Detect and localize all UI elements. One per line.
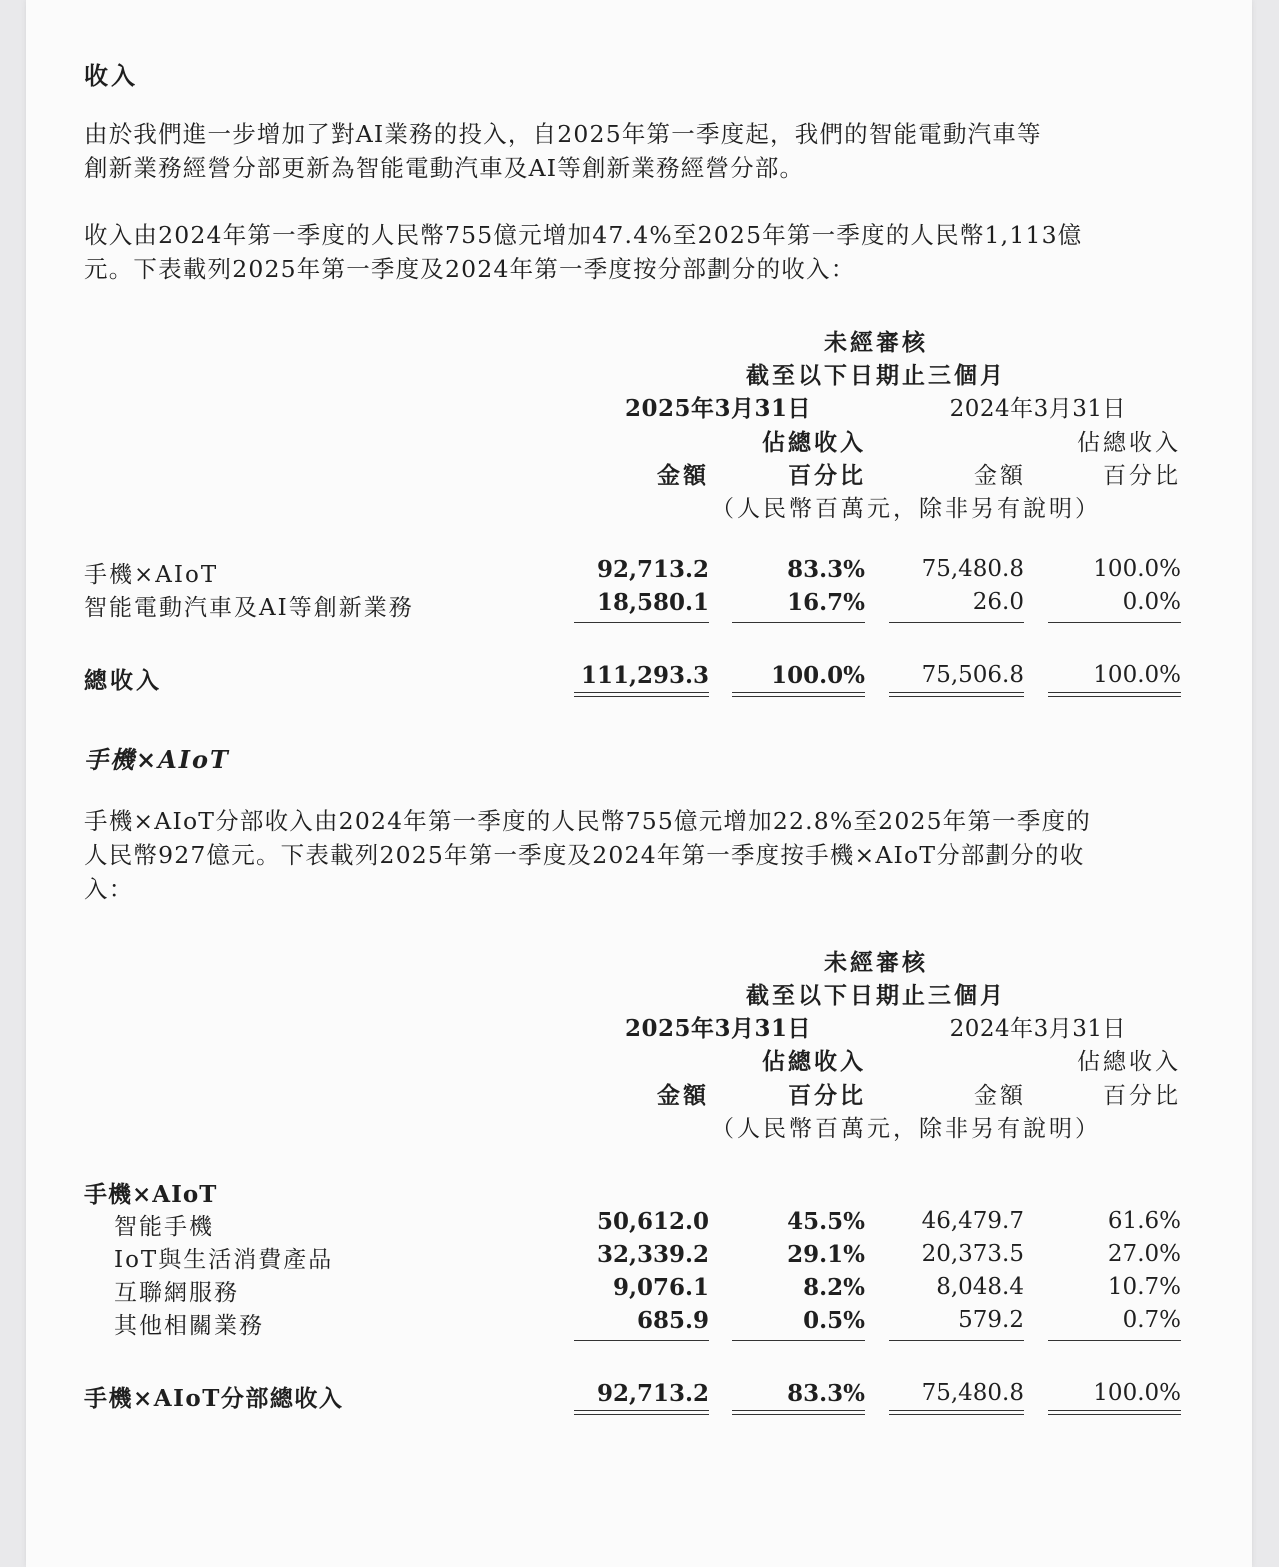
paragraph-1-line-2: 創新業務經營分部更新為智能電動汽車及AI等創新業務經營分部。 (84, 154, 805, 182)
group-label: 手機×AIoT (84, 1181, 218, 1208)
table-header-pct-top-2024: 佔總收入 (1077, 430, 1181, 456)
section-heading-revenue: 收入 (84, 61, 138, 90)
total-double-rule (889, 1410, 1024, 1415)
total-pct-2025: 83.3% (787, 1380, 865, 1407)
cell-pct-2025: 29.1% (787, 1241, 865, 1268)
total-double-rule (889, 692, 1024, 697)
subtotal-rule (1048, 1340, 1181, 1341)
table-header-period: 截至以下日期止三個月 (746, 362, 1006, 389)
table-header-amount-2025: 金額 (657, 462, 709, 489)
paragraph-3-line-2: 人民幣927億元。下表載列2025年第一季度及2024年第一季度按手機×AIoT分部劃分的收 (84, 841, 1085, 869)
table-header-pct-2025: 百分比 (788, 1082, 866, 1109)
table-header-period: 截至以下日期止三個月 (746, 982, 1006, 1009)
total-label: 手機×AIoT分部總收入 (84, 1385, 344, 1412)
cell-amount-2025: 9,076.1 (612, 1274, 709, 1301)
cell-pct-2024: 27.0% (1107, 1241, 1181, 1267)
total-double-rule (1048, 1410, 1181, 1415)
cell-pct-2025: 8.2% (803, 1274, 865, 1301)
table-header-date-2025: 2025年3月31日 (624, 395, 811, 422)
subtotal-rule (574, 622, 709, 623)
table-header-amount-2024: 金額 (974, 1083, 1026, 1109)
total-double-rule (574, 1410, 709, 1415)
paragraph-3-line-1: 手機×AIoT分部收入由2024年第一季度的人民幣755億元增加22.8%至2025年第一季度的 (84, 807, 1091, 835)
paragraph-2-line-1: 收入由2024年第一季度的人民幣755億元增加47.4%至2025年第一季度的人民幣1,113億 (84, 221, 1083, 249)
total-double-rule (1048, 692, 1181, 697)
table-header-unaudited: 未經審核 (824, 329, 928, 356)
cell-amount-2024: 579.2 (958, 1307, 1024, 1333)
total-double-rule (574, 692, 709, 697)
table-header-pct-2025: 百分比 (788, 462, 866, 489)
table-header-unit: （人民幣百萬元，除非另有說明） (711, 1116, 1101, 1142)
cell-amount-2024: 8,048.4 (936, 1274, 1024, 1300)
paragraph-2-line-2: 元。下表載列2025年第一季度及2024年第一季度按分部劃分的收入： (84, 255, 856, 283)
cell-pct-2024: 100.0% (1093, 556, 1181, 582)
row-label: 智能手機 (114, 1214, 214, 1240)
cell-amount-2025: 32,339.2 (596, 1241, 709, 1268)
cell-pct-2025: 16.7% (787, 589, 865, 616)
cell-pct-2024: 10.7% (1107, 1274, 1181, 1300)
table-header-pct-2024: 百分比 (1103, 463, 1181, 489)
subtotal-rule (732, 622, 865, 623)
table-header-unaudited: 未經審核 (824, 949, 928, 976)
cell-pct-2024: 61.6% (1107, 1208, 1181, 1234)
table-header-amount-2024: 金額 (974, 463, 1026, 489)
total-pct-2024: 100.0% (1093, 1380, 1181, 1406)
cell-pct-2025: 45.5% (787, 1208, 865, 1235)
table-header-pct-top-2024: 佔總收入 (1077, 1049, 1181, 1075)
row-label: 其他相關業務 (114, 1313, 264, 1339)
table-header-amount-2025: 金額 (657, 1082, 709, 1109)
total-amount-2024: 75,506.8 (921, 662, 1024, 688)
document-page (26, 0, 1252, 1567)
paragraph-3-line-3: 入： (84, 875, 134, 903)
cell-amount-2024: 46,479.7 (921, 1208, 1024, 1234)
subtotal-rule (732, 1340, 865, 1341)
subtotal-rule (574, 1340, 709, 1341)
row-label: IoT與生活消費產品 (114, 1247, 334, 1273)
cell-amount-2025: 92,713.2 (596, 556, 709, 583)
table-header-pct-top-2025: 佔總收入 (762, 429, 866, 456)
row-label: 手機×AIoT (84, 562, 219, 588)
total-pct-2024: 100.0% (1093, 662, 1181, 688)
table-header-unit: （人民幣百萬元，除非另有說明） (711, 496, 1101, 522)
cell-amount-2025: 50,612.0 (596, 1208, 709, 1235)
cell-amount-2024: 20,373.5 (921, 1241, 1024, 1267)
cell-amount-2025: 18,580.1 (596, 589, 709, 616)
table-header-date-2024: 2024年3月31日 (949, 1016, 1126, 1042)
subtotal-rule (1048, 622, 1181, 623)
cell-pct-2025: 83.3% (787, 556, 865, 583)
subtotal-rule (889, 622, 1024, 623)
row-label: 互聯網服務 (114, 1280, 239, 1306)
total-amount-2024: 75,480.8 (921, 1380, 1024, 1406)
row-label: 智能電動汽車及AI等創新業務 (84, 595, 414, 621)
total-double-rule (732, 1410, 865, 1415)
table-header-pct-2024: 百分比 (1103, 1083, 1181, 1109)
total-double-rule (732, 692, 865, 697)
section-heading-aiot: 手機×AIoT (84, 745, 230, 774)
total-pct-2025: 100.0% (771, 662, 865, 689)
total-amount-2025: 92,713.2 (596, 1380, 709, 1407)
table-header-date-2024: 2024年3月31日 (949, 396, 1126, 422)
cell-pct-2024: 0.0% (1122, 589, 1181, 615)
cell-amount-2024: 75,480.8 (921, 556, 1024, 582)
subtotal-rule (889, 1340, 1024, 1341)
cell-pct-2025: 0.5% (803, 1307, 865, 1334)
cell-amount-2024: 26.0 (972, 589, 1024, 615)
cell-amount-2025: 685.9 (636, 1307, 709, 1334)
total-amount-2025: 111,293.3 (580, 662, 709, 689)
cell-pct-2024: 0.7% (1122, 1307, 1181, 1333)
table-header-date-2025: 2025年3月31日 (624, 1015, 811, 1042)
table-header-pct-top-2025: 佔總收入 (762, 1048, 866, 1075)
paragraph-1-line-1: 由於我們進一步增加了對AI業務的投入，自2025年第一季度起，我們的智能電動汽車等 (84, 120, 1042, 148)
total-label: 總收入 (84, 667, 162, 694)
